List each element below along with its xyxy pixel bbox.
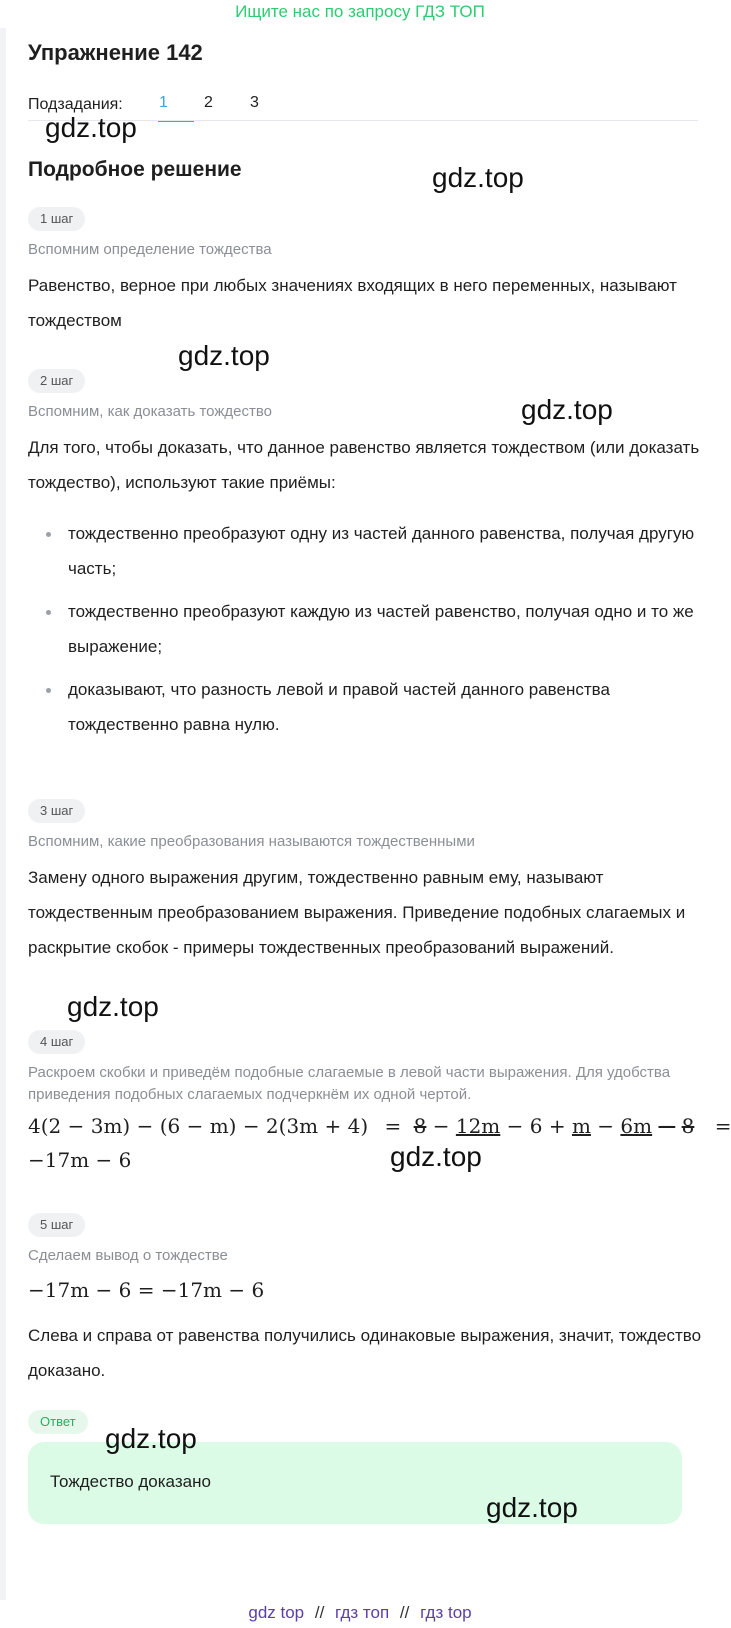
math-operator: − xyxy=(432,1114,450,1138)
exercise-title: Упражнение 142 xyxy=(28,40,203,65)
watermark: gdz.top xyxy=(105,1423,197,1454)
watermark: gdz.top xyxy=(45,112,137,143)
step-1-badge: 1 шаг xyxy=(28,207,85,231)
subtask-tab-1[interactable]: 1 xyxy=(159,94,168,111)
watermark: gdz.top xyxy=(390,1141,482,1172)
step-1-subtitle: Вспомним определение тождества xyxy=(28,241,272,258)
watermark: gdz.top xyxy=(521,394,613,425)
math-term-struck: 8 xyxy=(681,1114,695,1138)
exercise-card xyxy=(8,28,731,1600)
watermark: gdz.top xyxy=(67,991,159,1022)
left-rail xyxy=(0,28,6,1600)
answer-box xyxy=(28,1442,682,1524)
step-4-math-line-1 xyxy=(28,1114,731,1138)
watermark: gdz.top xyxy=(178,340,270,371)
search-banner: Ищите нас по запросу ГДЗ ТОП xyxy=(235,2,485,21)
step-5-text: Слева и справа от равенства получились одинаковые выражения, значит, тождество доказано. xyxy=(28,1326,702,1380)
watermark: gdz.top xyxy=(486,1492,578,1523)
step-1-text: Равенство, верное при любых значениях входящих в него переменных, называют тождеством xyxy=(28,276,677,330)
step-2-badge: 2 шаг xyxy=(28,369,85,393)
math-operator-struck: − xyxy=(658,1114,676,1138)
step-4-badge: 4 шаг xyxy=(28,1030,85,1054)
math-term-underlined: 12m xyxy=(455,1114,501,1138)
step-5-math: −17m − 6 = −17m − 6 xyxy=(28,1278,265,1302)
math-term-underlined: 6m xyxy=(620,1114,653,1138)
step-5-badge: 5 шаг xyxy=(28,1213,85,1237)
footer-link-gdz-top-ru[interactable]: гдз топ xyxy=(335,1603,390,1622)
math-equals: = xyxy=(384,1114,402,1138)
math-operator: − xyxy=(597,1114,615,1138)
subtasks-divider xyxy=(28,120,698,121)
answer-badge: Ответ xyxy=(28,1410,88,1434)
subtask-tab-2[interactable]: 2 xyxy=(204,94,213,111)
subtasks-bar xyxy=(28,90,718,120)
math-term-underlined: m xyxy=(571,1114,591,1138)
list-item: доказывают, что разность левой и правой частей данного равенства тождественно равна нулю. xyxy=(28,672,708,742)
math-operator: − 6 + xyxy=(506,1114,566,1138)
list-item: тождественно преобразуют одну из частей данного равенства, получая другую часть; xyxy=(28,516,708,586)
math-term-struck: 8 xyxy=(413,1114,427,1138)
step-5-subtitle: Сделаем вывод о тождестве xyxy=(28,1247,228,1264)
math-equals: = xyxy=(714,1114,731,1138)
step-3-text: Замену одного выражения другим, тождественно равным ему, называют тождественным преобразованием выражения. Приведение подобных слагаемых и раскрытие скобок - примеры тождественных преобразований выражений. xyxy=(28,868,686,957)
step-3-badge: 3 шаг xyxy=(28,799,85,823)
footer-links xyxy=(0,1599,720,1627)
subtasks-label: Подзадания: xyxy=(28,96,123,113)
watermark: gdz.top xyxy=(432,162,524,193)
footer-separator: // xyxy=(399,1603,410,1622)
step-2-text: Для того, чтобы доказать, что данное равенство является тождеством (или доказать тождество), используют такие приёмы: xyxy=(28,438,700,492)
step-4-math-line-2: −17m − 6 xyxy=(28,1148,132,1172)
footer-link-gdz-top-mixed[interactable]: гдз top xyxy=(420,1603,472,1622)
step-2-bullet-list xyxy=(28,516,708,750)
solution-heading: Подробное решение xyxy=(28,158,242,181)
step-3-subtitle: Вспомним, какие преобразования называются тождественными xyxy=(28,833,475,850)
footer-separator: // xyxy=(314,1603,325,1622)
footer-link-gdz-top[interactable]: gdz top xyxy=(248,1603,305,1622)
answer-text: Тождество доказано xyxy=(50,1472,211,1491)
math-lhs: 4(2 − 3m) − (6 − m) − 2(3m + 4) xyxy=(28,1114,369,1138)
step-4-subtitle: Раскроем скобки и приведём подобные слагаемые в левой части выражения. Для удобства приведения подобных слагаемых подчеркнём их одной чертой. xyxy=(28,1064,671,1103)
step-2-subtitle: Вспомним, как доказать тождество xyxy=(28,403,272,420)
subtask-tab-3[interactable]: 3 xyxy=(250,94,259,111)
list-item: тождественно преобразуют каждую из частей равенство, получая одно и то же выражение; xyxy=(28,594,708,664)
